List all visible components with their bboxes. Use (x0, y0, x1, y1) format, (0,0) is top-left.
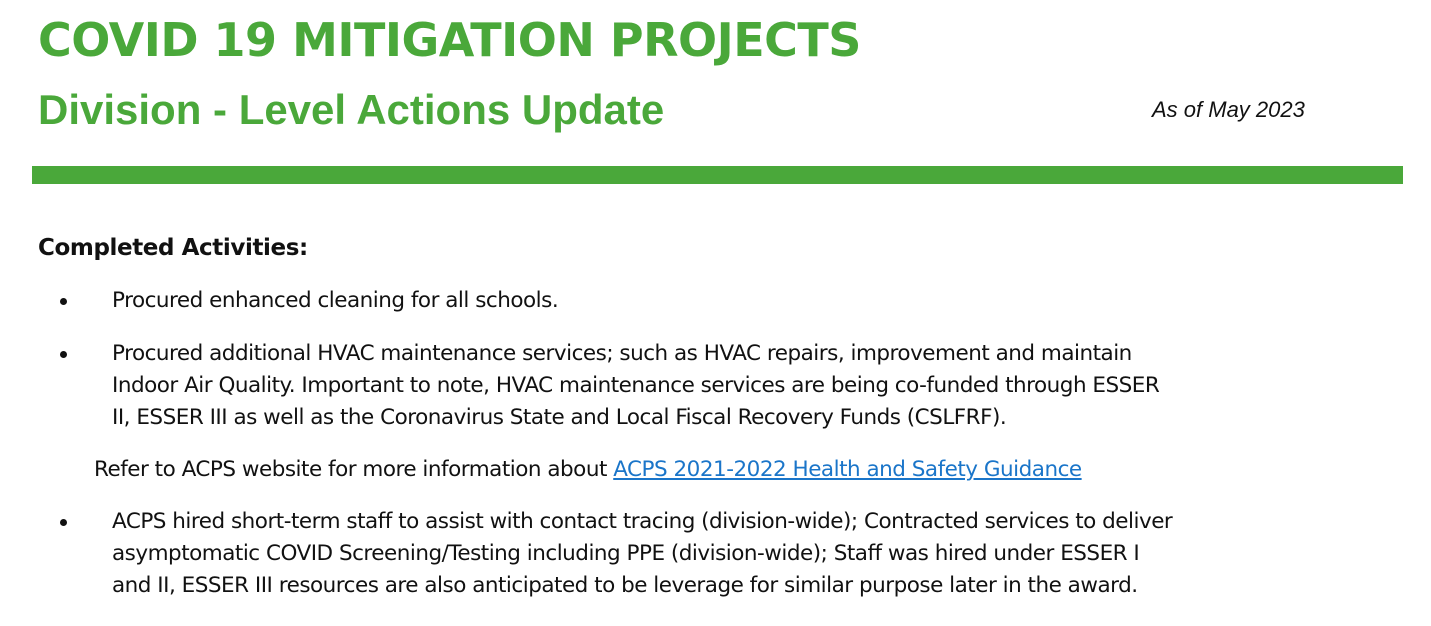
refer-text: Refer to ACPS website for more information about (94, 457, 614, 482)
list-item-line: II, ESSER III as well as the Coronavirus State and Local Fiscal Recovery Funds (CSLFRF). (112, 405, 1007, 430)
bullet-icon (60, 519, 67, 526)
bullet-icon (60, 351, 67, 358)
list-item-line: ACPS hired short-term staff to assist with contact tracing (division-wide); Contracted services to deliver (112, 509, 1173, 534)
list-item-line: Indoor Air Quality. Important to note, HVAC maintenance services are being co-funded through ESSER (112, 373, 1160, 398)
list-item-text (112, 338, 1402, 434)
refer-note (94, 454, 1082, 486)
health-safety-guidance-link[interactable]: ACPS 2021-2022 Health and Safety Guidance (613, 457, 1082, 482)
list-item-text (112, 285, 1402, 317)
bullet-icon (60, 298, 67, 305)
list-item-line: Procured enhanced cleaning for all schools. (112, 288, 559, 313)
list-item-text (112, 506, 1402, 602)
page-title: COVID 19 MITIGATION PROJECTS (38, 13, 861, 67)
as-of-date: As of May 2023 (1152, 97, 1305, 122)
header-divider (32, 166, 1403, 184)
section-heading: Completed Activities: (38, 235, 308, 261)
page-subtitle: Division - Level Actions Update (38, 86, 665, 133)
list-item-line: asymptomatic COVID Screening/Testing including PPE (division-wide); Staff was hired under ESSER I (112, 541, 1140, 566)
list-item-line: Procured additional HVAC maintenance services; such as HVAC repairs, improvement and maintain (112, 341, 1132, 366)
list-item-line: and II, ESSER III resources are also anticipated to be leverage for similar purpose later in the award. (112, 573, 1138, 598)
